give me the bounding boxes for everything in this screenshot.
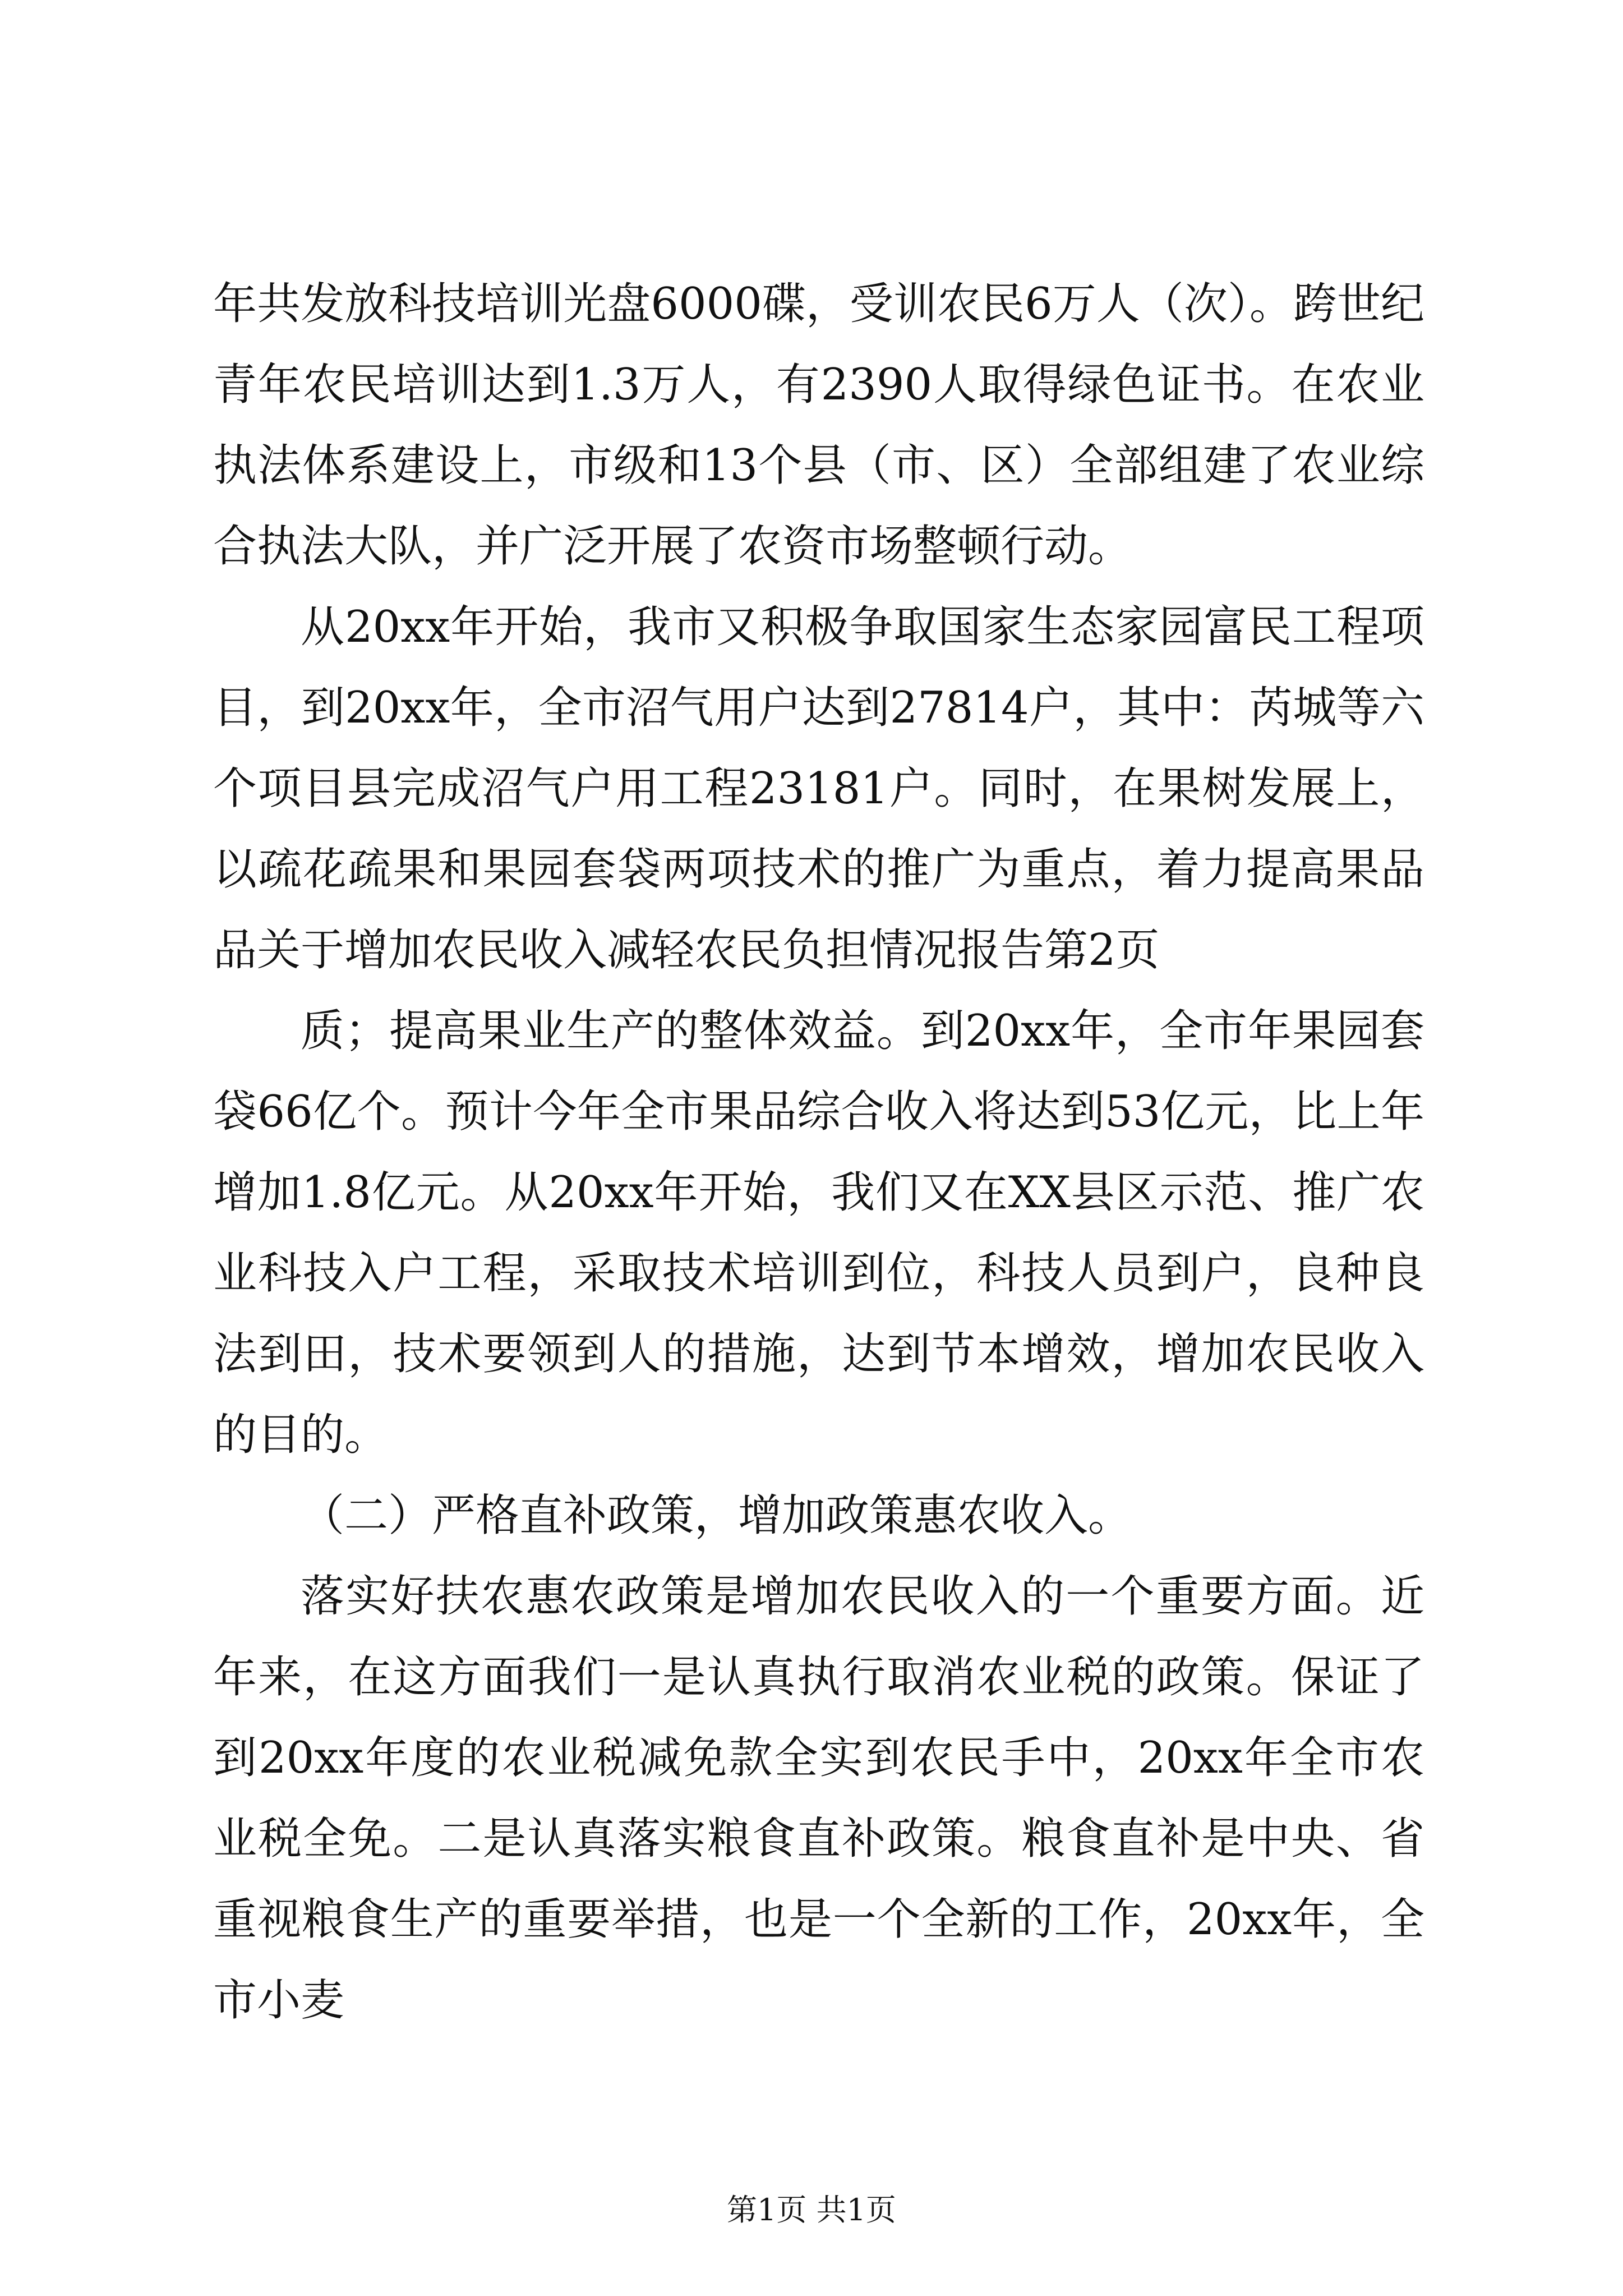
paragraph-4: 落实好扶农惠农政策是增加农民收入的一个重要方面。近年来，在这方面我们一是认真执行取消农业税的政策。保证了到20xx年度的农业税减免款全实到农民手中，20xx年全市农业税全免。二是认真落实粮食直补政策。粮食直补是中央、省重视粮食生产的重要举措，也是一个全新的工作，20xx年，全市小麦 (213, 1571, 1424, 2026)
document-body (213, 264, 1424, 2041)
paragraph-3: 质；提高果业生产的整体效益。到20xx年，全市年果园套袋66亿个。预计今年全市果品综合收入将达到53亿元，比上年增加1.8亿元。从20xx年开始，我们又在XX县区示范、推广农业科技入户工程，采取技术培训到位，科技人员到户，良种良法到田，技术要领到人的措施，达到节本增效，增加农民收入的目的。 (213, 1006, 1424, 1460)
page-footer: 第1页 共1页 (727, 2192, 896, 2228)
section-heading: （二）严格直补政策，增加政策惠农收入。 (301, 1490, 1132, 1541)
paragraph-1: 年共发放科技培训光盘6000碟，受训农民6万人（次）。跨世纪青年农民培训达到1.3万人，有2390人取得绿色证书。在农业执法体系建设上，市级和13个县（市、区）全部组建了农业综合执法大队，并广泛开展了农资市场整顿行动。 (213, 279, 1424, 572)
paragraph-2: 从20xx年开始，我市又积极争取国家生态家园富民工程项目，到20xx年，全市沼气用户达到27814户，其中：芮城等六个项目县完成沼气户用工程23181户。同时，在果树发展上，以疏花疏果和果园套袋两项技术的推广为重点，着力提高果品品关于增加农民收入减轻农民负担情况报告第2页 (213, 602, 1424, 976)
